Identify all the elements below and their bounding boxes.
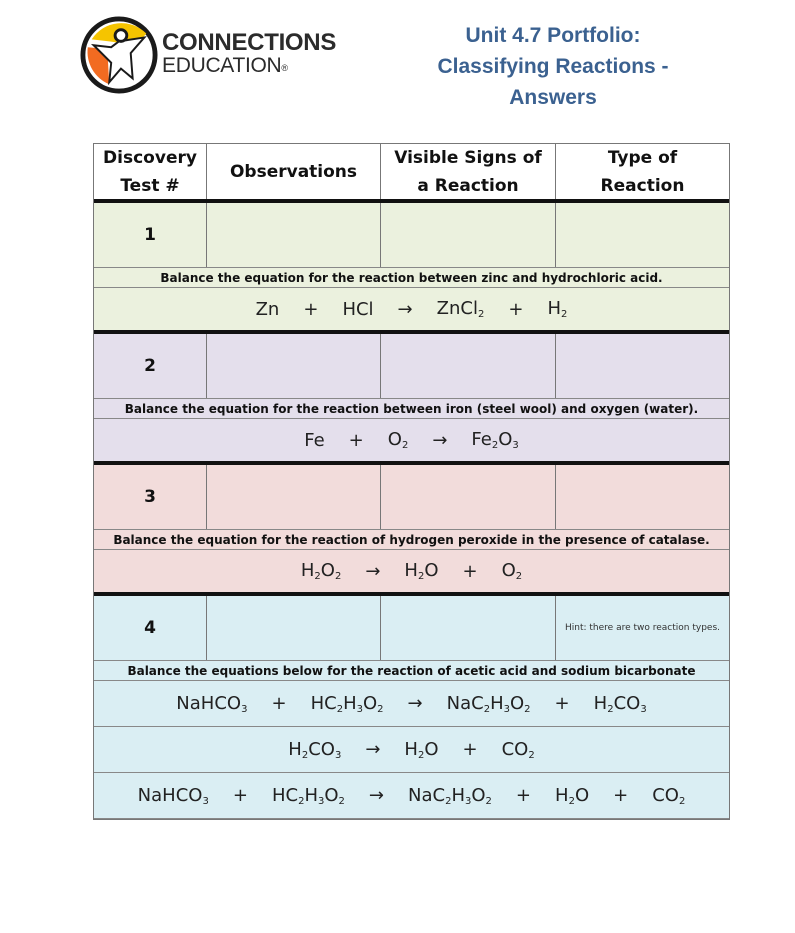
instruction-text: Balance the equation for the reaction between zinc and hydrochloric acid. [94,268,729,288]
header-text: Test # [120,175,180,196]
observations-cell[interactable] [207,596,381,660]
instruction-text: Balance the equation for the reaction of hydrogen peroxide in the presence of catalase. [94,530,729,550]
instruction-text: Balance the equations below for the reaction of acetic acid and sodium bicarbonate [94,661,729,681]
arrow-icon: → [365,739,381,760]
type-of-reaction-cell[interactable] [556,465,729,529]
arrow-icon: → [432,429,448,451]
title-line1: Unit 4.7 Portfolio: [465,24,641,47]
observations-cell[interactable] [207,465,381,529]
registered-mark: ® [281,63,288,73]
table-body [94,203,729,819]
header-text: Type of [607,147,678,168]
plus-sign: + [271,693,287,714]
plus-sign: + [462,739,478,760]
equation-row [94,419,729,465]
chemical-formula: $H_2CO_3$ [593,692,647,715]
chemical-formula: $NaC_2H_3O_2$ [446,692,531,715]
arrow-icon: → [397,298,413,320]
brand-name-line1: CONNECTIONS [162,29,337,56]
page-title [408,20,698,113]
page-header [0,0,795,130]
plus-sign: + [613,785,629,806]
test-row-1 [94,203,729,268]
connections-education-logo-icon [80,16,158,94]
type-of-reaction-cell[interactable]: Hint: there are two reaction types. [565,623,720,633]
equation-row [94,727,729,773]
visible-signs-cell[interactable] [381,465,556,529]
header-text: Reaction [600,175,685,196]
header-text: Discovery [103,147,197,168]
table-header-row [94,144,729,203]
header-text: Visible Signs of [394,147,542,168]
test-row-3 [94,465,729,530]
reactions-table [93,143,730,820]
header-text: a Reaction [417,175,519,196]
header-text: Observations [229,161,358,182]
plus-sign: + [348,429,364,451]
header-visible-signs [381,144,556,199]
equation-row [94,550,729,596]
equation-row [94,681,729,727]
test-number-cell: 4 [94,596,207,660]
arrow-icon: → [407,693,423,714]
header-observations [207,144,381,199]
title-line3: Answers [509,86,597,109]
observations-cell[interactable] [207,203,381,267]
chemical-formula: $H_2O$ [404,560,439,582]
test-number-cell: 2 [94,334,207,398]
chemical-formula: $H_2$ [547,298,568,320]
chemical-formula: $CO_2$ [652,784,686,807]
chemical-formula: $H_2O$ [404,738,439,761]
chemical-formula: HCl [342,298,374,320]
plus-sign: + [303,298,319,320]
plus-sign: + [508,298,524,320]
chemical-formula: $O_2$ [387,429,409,451]
equation-row [94,773,729,819]
arrow-icon: → [368,785,384,806]
chemical-formula: $NaC_2H_3O_2$ [408,784,492,807]
chemical-formula: $H_2CO_3$ [288,738,342,761]
plus-sign: + [554,693,570,714]
brand-logo [80,16,360,96]
chemical-formula: $CO_2$ [501,738,535,761]
brand-name-line2 [162,55,336,77]
plus-sign: + [462,560,478,582]
chemical-formula: NaHCO$_3$ [176,692,248,715]
brand-wordmark [162,31,336,77]
chemical-formula: NaHCO$_3$ [137,784,209,807]
chemical-formula: $H_2O$ [555,784,590,807]
visible-signs-cell[interactable] [381,596,556,660]
chemical-formula: Zn [255,298,280,320]
type-of-reaction-cell[interactable] [556,334,729,398]
test-number-cell: 1 [94,203,207,267]
visible-signs-cell[interactable] [381,203,556,267]
chemical-formula: $Fe_2O_3$ [471,429,519,451]
chemical-formula: $HC_2H_3O_2$ [310,692,384,715]
chemical-formula: $H_2O_2$ [300,560,342,582]
instruction-text: Balance the equation for the reaction between iron (steel wool) and oxygen (water). [94,399,729,419]
header-type-of-reaction [556,144,729,199]
header-discovery-test [94,144,207,199]
chemical-formula: $O_2$ [501,560,523,582]
arrow-icon: → [365,560,381,582]
observations-cell[interactable] [207,334,381,398]
plus-sign: + [232,785,248,806]
equation-row [94,288,729,334]
type-of-reaction-cell[interactable] [556,203,729,267]
test-number-cell: 3 [94,465,207,529]
chemical-formula: ZnCl$_2$ [436,298,485,320]
test-row-4 [94,596,729,661]
title-line2: Classifying Reactions - [437,55,669,78]
chemical-formula: Fe [304,429,325,451]
test-row-2 [94,334,729,399]
chemical-formula: $HC_2H_3O_2$ [271,784,345,807]
brand-name-education: EDUCATION [162,54,282,77]
visible-signs-cell[interactable] [381,334,556,398]
plus-sign: + [515,785,532,806]
